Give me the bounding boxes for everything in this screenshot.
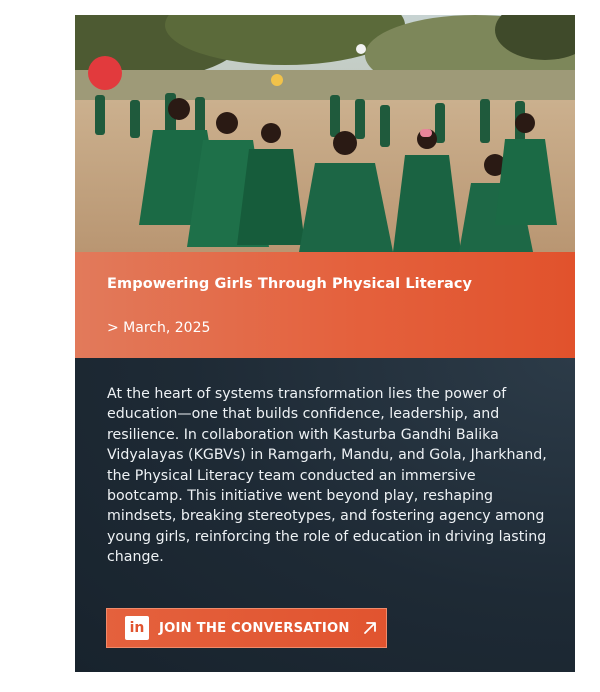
- join-conversation-label: JOIN THE CONVERSATION: [159, 620, 350, 636]
- arrow-up-right-icon: [362, 620, 378, 636]
- join-conversation-button[interactable]: [106, 608, 387, 648]
- photo-illustration: [75, 15, 575, 252]
- article-photo: [75, 15, 575, 252]
- linkedin-icon: in: [125, 616, 149, 640]
- article-body-text: At the heart of systems transformation lies the power of education—one that builds confidence, leadership, and resilience. In collaboration with Kasturba Gandhi Balika Vidyalayas (KGBVs) in Ramgarh, Mandu, and Gola, Jharkhand, the Physical Literacy team conducted an immersive bootcamp. This initiative went beyond play, reshaping mindsets, breaking stereotypes, and fostering agency among young girls, reinforcing the role of education in driving lasting change.: [107, 386, 547, 566]
- article-body-panel: [75, 358, 575, 672]
- article-date: > March, 2025: [107, 320, 211, 336]
- article-header-banner: [75, 252, 575, 358]
- article-card: [75, 15, 575, 672]
- article-title: Empowering Girls Through Physical Literacy: [107, 276, 473, 292]
